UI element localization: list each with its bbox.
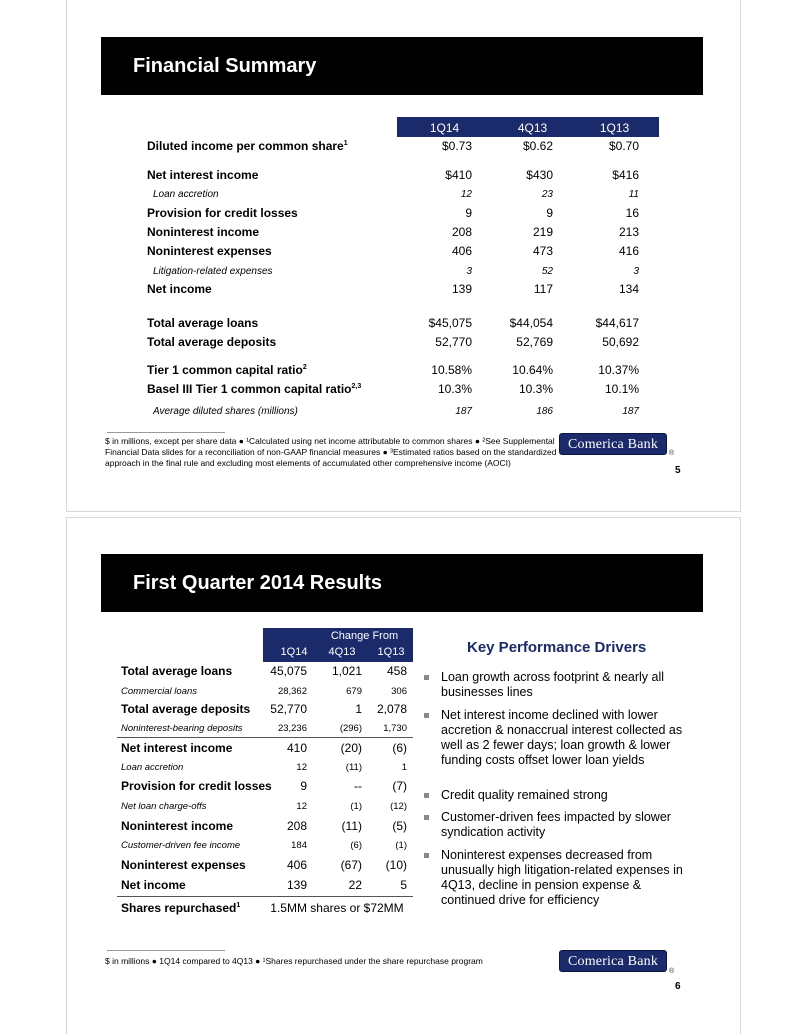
footnote-marker: 2,3 <box>351 383 362 390</box>
cell-value: 12 <box>296 801 307 812</box>
cell-value: (11) <box>341 819 362 833</box>
cell-value: (6) <box>350 840 362 851</box>
cell-value: 208 <box>286 819 307 833</box>
bullet-square-icon <box>424 853 429 858</box>
cell-value: $44,617 <box>595 316 639 330</box>
row-label-text: Total average loans <box>147 316 259 330</box>
cell-value: 306 <box>391 686 407 697</box>
row-label <box>147 363 307 377</box>
cell-value: 1 <box>355 702 362 716</box>
slide-first-quarter-results <box>66 517 741 1034</box>
cell-value: 1,730 <box>383 723 407 734</box>
bullet-item: Noninterest expenses decreased from unusually high litigation-related expenses in 4Q13, decline in pension expense & continued drive for efficiency <box>441 848 683 907</box>
table-divider <box>117 896 413 897</box>
cell-value: 52,770 <box>270 702 307 716</box>
column-header-1q14: 1Q14 <box>280 646 308 658</box>
cell-value: 410 <box>286 741 307 755</box>
cell-value: 208 <box>451 225 472 239</box>
cell-value: 186 <box>536 406 553 417</box>
row-label: Net interest income <box>121 741 233 755</box>
page-number: 5 <box>675 465 681 476</box>
cell-value: $0.70 <box>608 139 639 153</box>
row-label-text: Provision for credit losses <box>147 206 298 220</box>
cell-value: 9 <box>546 206 553 220</box>
footnote-marker: 2 <box>302 364 307 371</box>
cell-value: 406 <box>286 858 307 872</box>
column-header-1q13: 1Q13 <box>377 646 405 658</box>
cell-value: 473 <box>532 244 553 258</box>
cell-value: (6) <box>392 741 407 755</box>
row-label: Commercial loans <box>121 686 198 697</box>
cell-value: $44,054 <box>509 316 553 330</box>
row-label: Net loan charge-offs <box>121 801 207 812</box>
cell-value: 187 <box>622 406 639 417</box>
bullet-item: Net interest income declined with lower accretion & nonaccrual interest collected as well as 2 fewer days; loan growth & lower funding costs offset lower loan yields <box>441 708 683 767</box>
cell-value: (5) <box>392 819 407 833</box>
shares-repurchased-label <box>121 901 240 915</box>
cell-value: 10.64% <box>512 363 553 377</box>
cell-value: 50,692 <box>602 335 639 349</box>
registered-mark-icon: ® <box>669 968 675 975</box>
row-label <box>153 189 219 200</box>
row-label <box>147 225 259 239</box>
row-label-text: Average diluted shares (millions) <box>153 406 298 417</box>
cell-value: 219 <box>532 225 553 239</box>
key-performance-drivers-title: Key Performance Drivers <box>467 639 647 656</box>
row-label-text: Diluted income per common share <box>147 139 344 153</box>
cell-value: 9 <box>465 206 472 220</box>
change-from-header: Change From <box>330 630 399 642</box>
row-label: Total average loans <box>121 664 233 678</box>
row-label-text: Loan accretion <box>153 189 219 200</box>
footnote-line: $ in millions, except per share data ● ¹Calculated using net income attributable to common shares ● ²See Supplemental <box>105 436 555 446</box>
cell-value: 16 <box>625 206 639 220</box>
cell-value: 134 <box>618 282 639 296</box>
row-label <box>147 316 258 330</box>
cell-value: 23 <box>541 189 553 200</box>
row-label: Noninterest expenses <box>121 858 246 872</box>
cell-value: 3 <box>466 266 472 277</box>
cell-value: (296) <box>339 723 362 734</box>
bullet-square-icon <box>424 793 429 798</box>
slide-financial-summary <box>66 0 741 512</box>
cell-value: 184 <box>291 840 307 851</box>
row-label <box>153 266 273 277</box>
cell-value: (11) <box>345 762 362 773</box>
row-label-text: Shares repurchased <box>121 901 237 915</box>
logo-text: Comerica Bank <box>567 437 659 452</box>
row-label-text: Total average deposits <box>147 335 277 349</box>
cell-value: $0.62 <box>522 139 553 153</box>
cell-value: 3 <box>633 266 639 277</box>
slide-title: Financial Summary <box>133 55 317 77</box>
cell-value: 52,769 <box>516 335 553 349</box>
footnote: $ in millions ● 1Q14 compared to 4Q13 ● ¹Shares repurchased under the share repurchase program <box>105 956 483 966</box>
row-label <box>147 335 276 349</box>
footnote-marker: 1 <box>236 902 241 909</box>
cell-value: 679 <box>346 686 362 697</box>
row-label <box>147 168 258 182</box>
row-label <box>147 382 361 396</box>
cell-value: 213 <box>618 225 639 239</box>
cell-value: 11 <box>628 189 639 200</box>
registered-mark-icon: ® <box>669 450 675 457</box>
comerica-logo <box>559 433 667 455</box>
cell-value: 28,362 <box>277 686 307 697</box>
cell-value: 52,770 <box>435 335 472 349</box>
row-label <box>147 206 298 220</box>
cell-value: $416 <box>612 168 639 182</box>
column-header-1q13: 1Q13 <box>599 121 630 135</box>
row-label: Provision for credit losses <box>121 779 272 793</box>
cell-value: (12) <box>390 801 407 812</box>
cell-value: $410 <box>445 168 472 182</box>
row-label: Noninterest-bearing deposits <box>121 723 243 734</box>
bullet-square-icon <box>424 713 429 718</box>
row-label: Loan accretion <box>121 762 184 773</box>
row-label-text: Tier 1 common capital ratio <box>147 363 303 377</box>
table-divider <box>117 737 413 738</box>
cell-value: 52 <box>541 266 553 277</box>
row-label: Customer-driven fee income <box>121 840 241 851</box>
column-header-1q14: 1Q14 <box>429 121 460 135</box>
cell-value: 45,075 <box>270 664 307 678</box>
row-label-text: Noninterest income <box>147 225 260 239</box>
comerica-logo <box>559 950 667 972</box>
cell-value: (67) <box>340 858 362 872</box>
bullet-item: Credit quality remained strong <box>441 788 608 802</box>
cell-value: 5 <box>400 878 407 892</box>
page-number: 6 <box>675 981 681 992</box>
footnote-rule <box>107 950 225 951</box>
cell-value: 458 <box>386 664 407 678</box>
cell-value: (7) <box>392 779 407 793</box>
cell-value: 9 <box>300 779 307 793</box>
row-label-text: Basel III Tier 1 common capital ratio <box>147 382 352 396</box>
row-label <box>147 139 348 153</box>
footnote-marker: 1 <box>343 140 348 147</box>
row-label <box>147 244 272 258</box>
bullet-square-icon <box>424 815 429 820</box>
bullet-item: Loan growth across footprint & nearly all businesses lines <box>441 670 665 699</box>
cell-value: 10.1% <box>604 382 639 396</box>
cell-value: 23,236 <box>277 723 307 734</box>
cell-value: 187 <box>455 406 472 417</box>
cell-value: 22 <box>348 878 362 892</box>
row-label-text: Net income <box>147 282 212 296</box>
cell-value: 1,021 <box>331 664 362 678</box>
footnote-line: Financial Data slides for a reconciliation of non-GAAP financial measures ● ³Estimated ratios based on the standardized <box>105 447 557 457</box>
cell-value: (10) <box>385 858 407 872</box>
row-label <box>147 282 212 296</box>
footnote-line: approach in the final rule and excluding most elements of accumulated other comprehensive income (AOCI) <box>105 458 511 468</box>
cell-value: $45,075 <box>428 316 472 330</box>
cell-value: (1) <box>395 840 407 851</box>
cell-value: $430 <box>526 168 553 182</box>
cell-value: 12 <box>460 189 472 200</box>
cell-value: (20) <box>340 741 362 755</box>
row-label-text: Net interest income <box>147 168 259 182</box>
cell-value: 12 <box>296 762 307 773</box>
row-label-text: Litigation-related expenses <box>153 266 273 277</box>
cell-value: -- <box>354 779 362 793</box>
cell-value: 139 <box>451 282 472 296</box>
row-label-text: Noninterest expenses <box>147 244 272 258</box>
cell-value: 1 <box>401 762 407 773</box>
cell-value: 10.58% <box>431 363 472 377</box>
shares-repurchased-value: 1.5MM shares or $72MM <box>270 901 404 915</box>
cell-value: 416 <box>618 244 639 258</box>
row-label <box>153 406 298 417</box>
footnote-rule <box>107 432 225 433</box>
column-header-4q13: 4Q13 <box>328 646 356 658</box>
cell-value: 10.37% <box>598 363 639 377</box>
slide-title: First Quarter 2014 Results <box>133 572 382 594</box>
title-banner <box>101 37 703 95</box>
bullet-square-icon <box>424 675 429 680</box>
bullet-item: Customer-driven fees impacted by slower syndication activity <box>441 810 671 839</box>
footnote <box>105 436 556 469</box>
column-header-4q13: 4Q13 <box>517 121 548 135</box>
logo-text: Comerica Bank <box>567 954 659 969</box>
cell-value: 139 <box>286 878 307 892</box>
cell-value: $0.73 <box>441 139 472 153</box>
cell-value: 10.3% <box>518 382 553 396</box>
cell-value: 2,078 <box>376 702 407 716</box>
cell-value: 406 <box>451 244 472 258</box>
cell-value: 117 <box>533 282 553 296</box>
row-label: Net income <box>121 878 186 892</box>
row-label: Total average deposits <box>121 702 251 716</box>
cell-value: 10.3% <box>437 382 472 396</box>
cell-value: (1) <box>350 801 362 812</box>
title-banner <box>101 554 703 612</box>
row-label: Noninterest income <box>121 819 234 833</box>
